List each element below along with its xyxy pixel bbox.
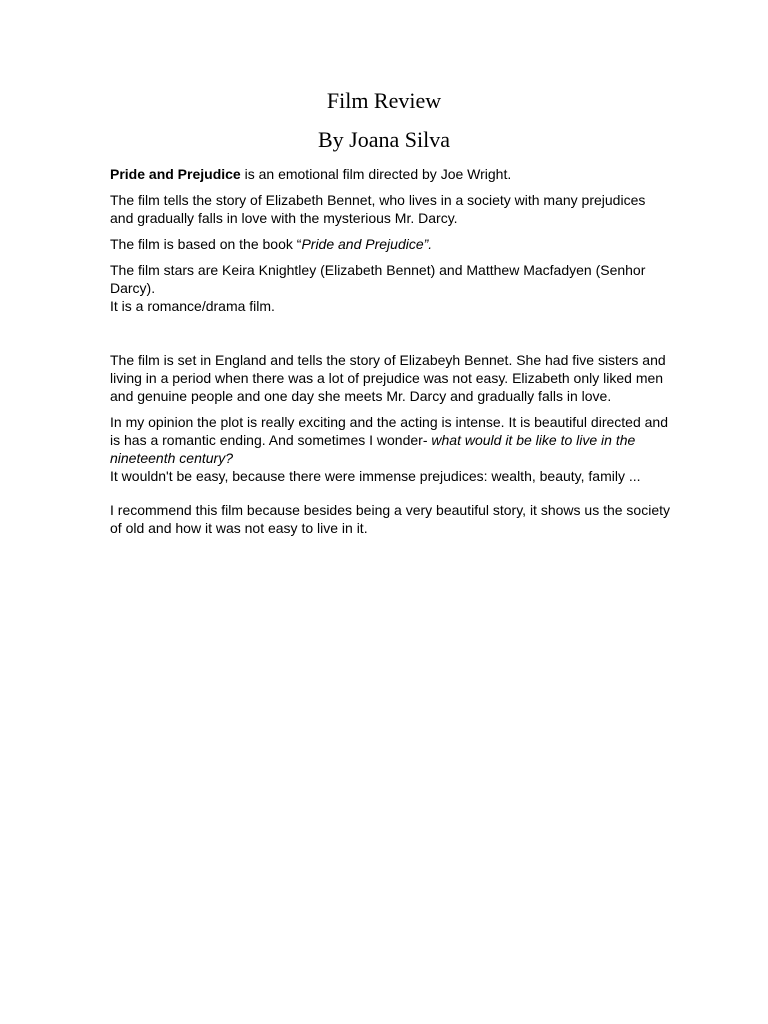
document-title: Film Review <box>326 88 442 113</box>
paragraph-stars: The film stars are Keira Knightley (Elizabeth Bennet) and Matthew Macfadyen (Senhor Darcy). <box>110 262 646 296</box>
book-title-italic: Pride and Prejudice”. <box>301 236 433 252</box>
paragraph-opinion <box>110 413 670 467</box>
paragraph-genre: It is a romance/drama film. <box>110 298 275 314</box>
book-text: The film is based on the book “ <box>110 236 302 252</box>
paragraph-setting: The film is set in England and tells the story of Elizabeyh Bennet. She had five sisters and living in a period when there was a lot of prejudice was not easy. Elizabeth only liked men and genuine people and one day she meets Mr. Darcy and gradually falls in love. <box>110 352 666 404</box>
paragraph-recommend: I recommend this film because besides being a very beautiful story, it shows us the society of old and how it was not easy to live in it. <box>110 502 671 536</box>
paragraph-story: The film tells the story of Elizabeth Bennet, who lives in a society with many prejudices and gradually falls in love with the mysterious Mr. Darcy. <box>110 192 646 226</box>
author-line: By Joana Silva <box>318 127 450 152</box>
paragraph-book <box>110 235 670 253</box>
opinion-question-italic: what would it be like to live in the nineteenth century? <box>110 432 636 466</box>
opinion-text: In my opinion the plot is really exciting and the acting is intense. It is beautiful directed and is has a romantic ending. And sometimes I wonder- <box>110 414 668 448</box>
paragraph-intro <box>110 165 670 183</box>
document-body <box>110 165 670 545</box>
paragraph-prejudices: It wouldn't be easy, because there were immense prejudices: wealth, beauty, family ... <box>110 468 641 484</box>
intro-text: is an emotional film directed by Joe Wright. <box>240 166 512 182</box>
film-title-bold: Pride and Prejudice <box>110 166 241 182</box>
